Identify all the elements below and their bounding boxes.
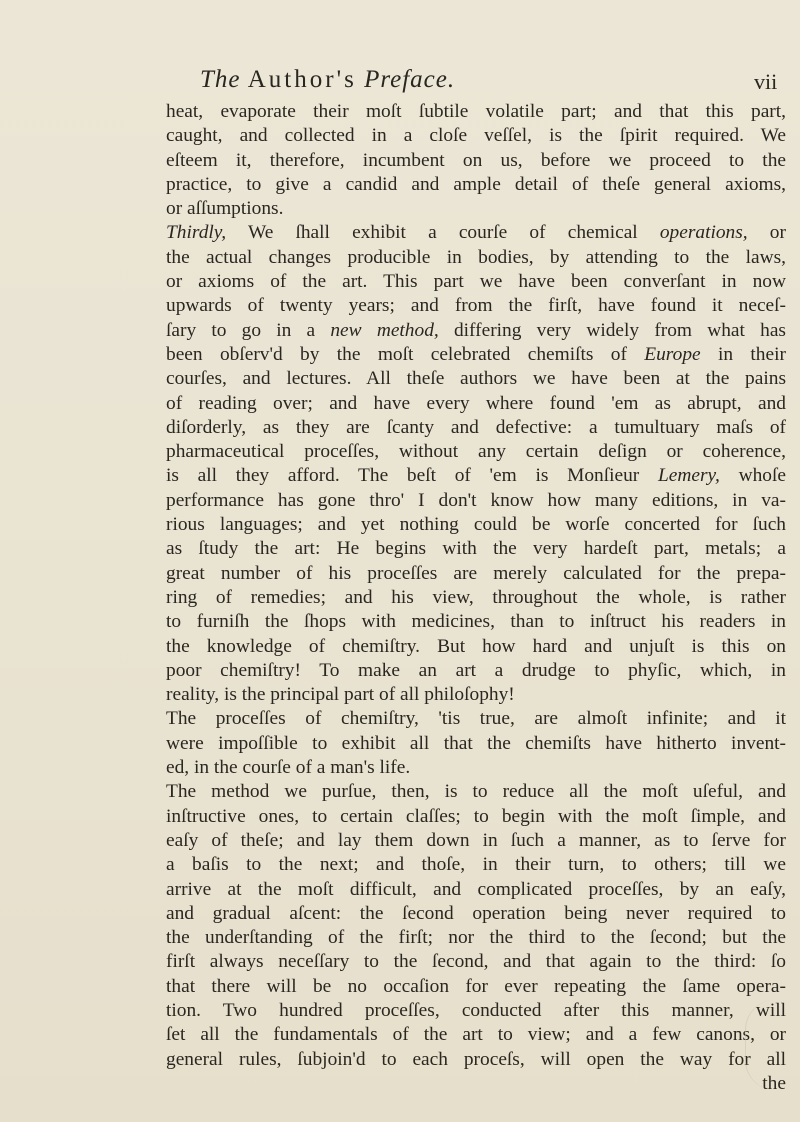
text-line: been obſerv'd by the moſt celebrated chemiſts of Europe in their — [166, 343, 786, 365]
text-line: eaſy of theſe; and lay them down in ſuch a manner, as to ſerve for — [166, 829, 786, 851]
text-line: to furniſh the ſhops with medicines, than to inſtruct his readers in — [166, 611, 786, 633]
text-line: practice, to give a candid and ample detail of theſe general axioms, — [166, 173, 786, 195]
text-line: general rules, ſubjoin'd to each proceſs, will open the way for all — [166, 1048, 786, 1070]
text-line: caught, and collected in a cloſe veſſel, is the ſpirit required. We — [166, 125, 786, 147]
running-title-word-2: Author's — [247, 66, 357, 93]
running-title — [200, 66, 455, 94]
text-line: as ſtudy the art: He begins with the very hardeſt part, metals; a — [166, 538, 786, 560]
text-line: performance has gone thro' I don't know how many editions, in va- — [166, 489, 786, 511]
text-line: reality, is the principal part of all philoſophy! — [166, 684, 515, 706]
running-header — [0, 66, 800, 96]
text-line: ſary to go in a new method, differing very widely from what has — [166, 319, 786, 341]
text-line: tion. Two hundred proceſſes, conducted after this manner, will — [166, 999, 786, 1021]
text-line: inſtructive ones, to certain claſſes; to begin with the moſt ſimple, and — [166, 805, 786, 827]
text-line: upwards of twenty years; and from the firſt, have found it neceſ- — [166, 295, 786, 317]
text-line: and gradual aſcent: the ſecond operation being never required to — [166, 902, 786, 924]
text-line: of reading over; and have every where found 'em as abrupt, and — [166, 392, 786, 414]
page-edge-mark — [745, 1000, 786, 1090]
text-line: courſes, and lectures. All theſe authors we have been at the pains — [166, 368, 786, 390]
text-line: is all they afford. The beſt of 'em is Monſieur Lemery, whoſe — [166, 465, 786, 487]
text-line: eſteem it, therefore, incumbent on us, before we proceed to the — [166, 149, 786, 171]
text-line: firſt always neceſſary to the ſecond, and that again to the third: ſo — [166, 951, 786, 973]
text-line: a baſis to the next; and thoſe, in their turn, to others; till we — [166, 854, 786, 876]
text-line: the underſtanding of the firſt; nor the third to the ſecond; but the — [166, 927, 786, 949]
text-line: the knowledge of chemiſtry. But how hard and unjuſt is this on — [166, 635, 786, 657]
text-line: the — [762, 1072, 786, 1094]
text-line: The method we purſue, then, is to reduce all the moſt uſeful, and — [166, 781, 786, 803]
text-line: were impoſſible to exhibit all that the chemiſts have hitherto invent- — [166, 732, 786, 754]
text-line: Thirdly, We ſhall exhibit a courſe of chemical operations, or — [166, 222, 786, 244]
body-text — [166, 100, 786, 1096]
text-line: ring of remedies; and his view, throughout the whole, is rather — [166, 586, 786, 608]
text-line: arrive at the moſt difficult, and complicated proceſſes, by an eaſy, — [166, 878, 786, 900]
text-line: heat, evaporate their moſt ſubtile volatile part; and that this part, — [166, 101, 786, 122]
text-line: poor chemiſtry! To make an art a drudge to phyſic, which, in — [166, 659, 786, 681]
running-title-word-1: The — [200, 66, 241, 93]
text-line: the actual changes producible in bodies, by attending to the laws, — [166, 246, 786, 268]
text-line: that there will be no occaſion for ever repeating the ſame opera- — [166, 975, 786, 997]
text-line: great number of his proceſſes are merely calculated for the prepa- — [166, 562, 786, 584]
text-line: The proceſſes of chemiſtry, 'tis true, are almoſt infinite; and it — [166, 708, 786, 730]
text-line: rious languages; and yet nothing could be worſe concerted for ſuch — [166, 514, 786, 536]
page-number: vii — [754, 69, 778, 94]
text-line: ed, in the courſe of a man's life. — [166, 757, 411, 779]
text-line: diſorderly, as they are ſcanty and defective: a tumultuary maſs of — [166, 416, 786, 438]
text-line: ſet all the fundamentals of the art to view; and a few canons, or — [166, 1024, 786, 1046]
text-line: or aſſumptions. — [166, 198, 284, 220]
text-line: pharmaceutical proceſſes, without any certain deſign or coherence, — [166, 441, 786, 463]
text-line: or axioms of the art. This part we have been converſant in now — [166, 271, 786, 293]
running-title-word-3: Preface. — [364, 66, 456, 93]
